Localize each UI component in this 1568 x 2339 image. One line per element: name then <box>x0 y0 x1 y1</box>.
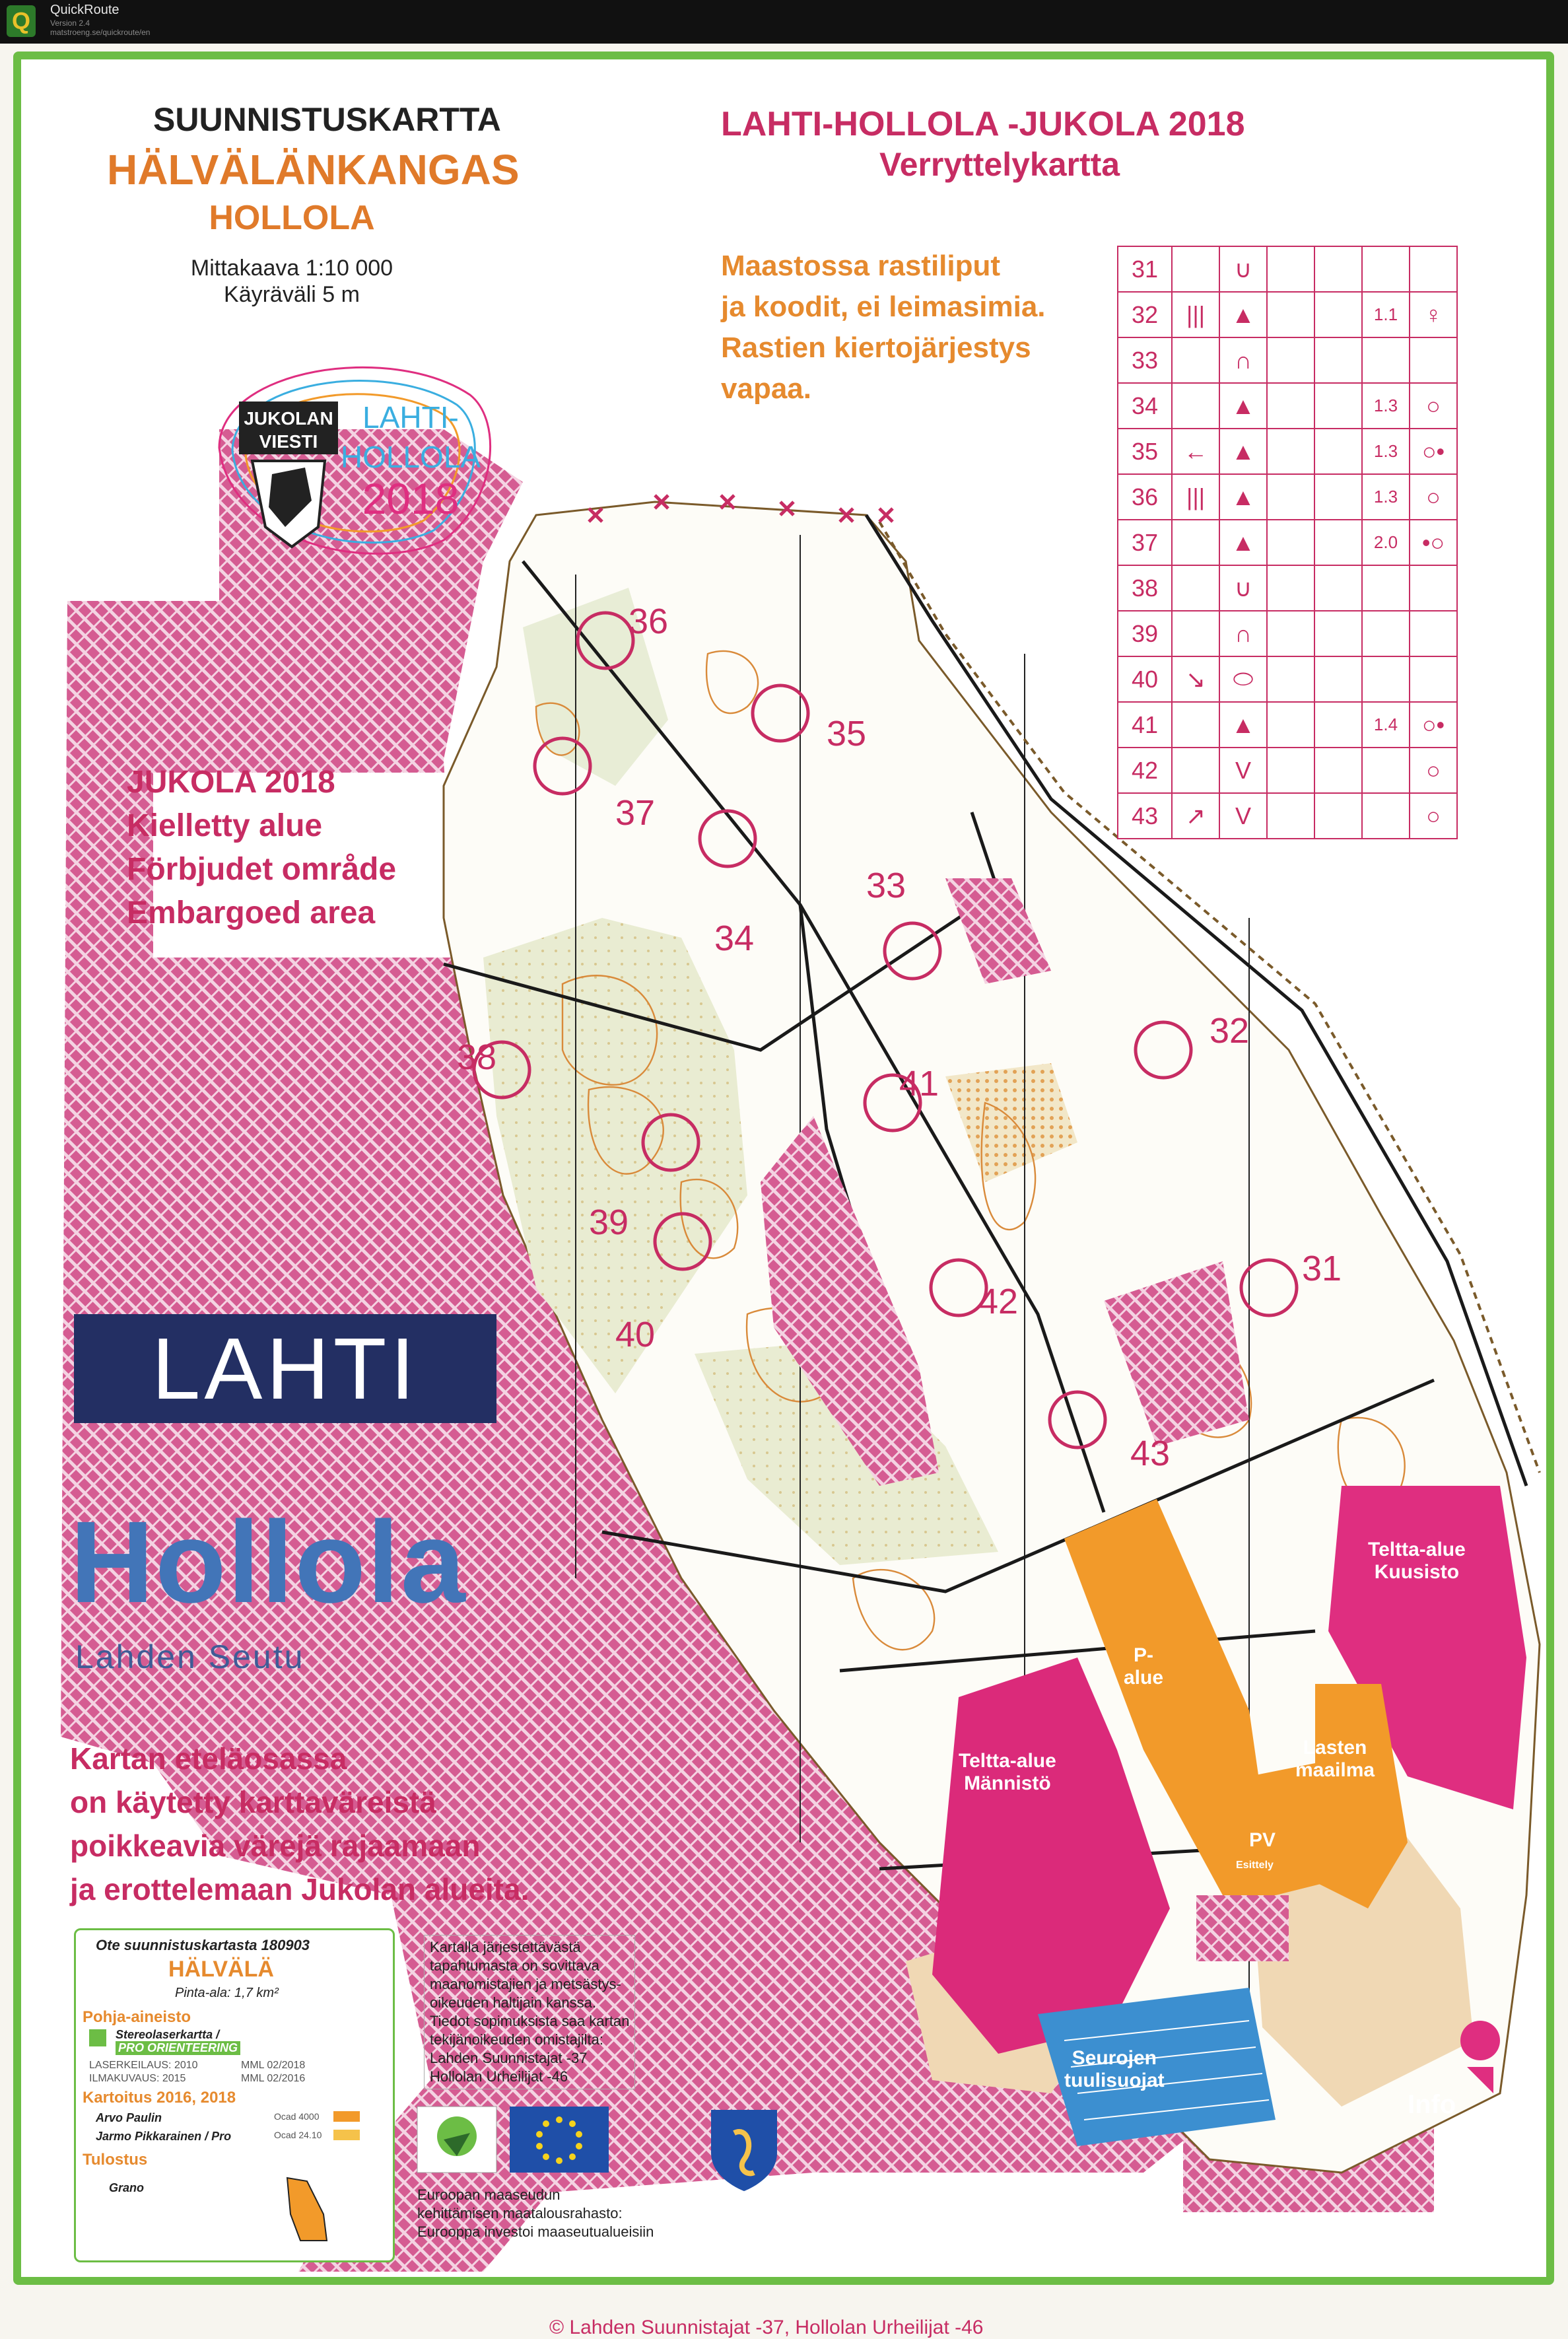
cd-direction <box>1172 611 1219 656</box>
cd-feature: ▲ <box>1219 474 1267 520</box>
cd-empty-1 <box>1267 656 1314 702</box>
cd-size <box>1362 246 1410 292</box>
cd-size <box>1362 793 1410 839</box>
cd-location: ○• <box>1410 429 1457 474</box>
info-stereo-1: Stereolaserkartta / <box>116 2028 220 2041</box>
control-number-35: 35 <box>827 714 867 753</box>
cd-direction <box>1172 337 1219 383</box>
forbidden-patch-4 <box>1196 1895 1289 1961</box>
control-number-42: 42 <box>978 1282 1019 1321</box>
control-description-row <box>1118 656 1457 702</box>
control-description-row <box>1118 383 1457 429</box>
control-number-43: 43 <box>1130 1434 1171 1473</box>
cd-location: ○ <box>1410 474 1457 520</box>
control-description-row <box>1118 611 1457 656</box>
hollola-coat-of-arms-icon <box>708 2107 780 2192</box>
info-title: Ote suunnistuskartasta 180903 <box>96 1937 310 1953</box>
municipality-title: HOLLOLA <box>209 199 375 237</box>
control-description-row <box>1118 520 1457 565</box>
control-number-38: 38 <box>457 1037 497 1077</box>
cd-empty-1 <box>1267 793 1314 839</box>
control-number-39: 39 <box>589 1203 629 1242</box>
cd-empty-2 <box>1314 520 1362 565</box>
copyright-text: © Lahden Suunnistajat -37, Hollolan Urheilijat -46 <box>549 2317 984 2338</box>
cd-feature: V <box>1219 793 1267 839</box>
south-area-note: Kartan eteläosassa on käytetty karttaväreistä poikkeavia värejä rajaamaan ja erottelemaan Jukolan alueita. <box>70 1741 529 1906</box>
cd-empty-1 <box>1267 702 1314 748</box>
eu-flag-icon <box>510 2107 609 2173</box>
cd-location <box>1410 337 1457 383</box>
control-description-row <box>1118 702 1457 748</box>
map-type-title: SUUNNISTUSKARTTA <box>153 101 501 138</box>
cd-feature: ∩ <box>1219 337 1267 383</box>
svg-text:HOLLOLA: HOLLOLA <box>340 440 481 474</box>
cd-feature: ∪ <box>1219 565 1267 611</box>
forbidden-area-label: JUKOLA 2018 Kielletty alue Förbjudet område Embargoed area <box>127 765 397 930</box>
svg-text:Q: Q <box>11 7 31 34</box>
cd-size: 1.4 <box>1362 702 1410 748</box>
cd-empty-2 <box>1314 793 1362 839</box>
cd-size <box>1362 748 1410 793</box>
info-point-icon <box>1460 2021 1500 2060</box>
control-number-40: 40 <box>615 1315 656 1354</box>
cd-empty-1 <box>1267 520 1314 565</box>
cd-empty-1 <box>1267 429 1314 474</box>
info-laser-src: MML 02/2018 <box>241 2060 306 2071</box>
cd-code: 37 <box>1118 520 1172 565</box>
lahti-logo <box>74 1314 496 1423</box>
cd-location <box>1410 611 1457 656</box>
info-kartoitus: Kartoitus 2016, 2018 <box>83 2089 236 2107</box>
cd-feature: ⬭ <box>1219 656 1267 702</box>
info-mapper-2-sw: Ocad 24.10 <box>274 2130 322 2140</box>
cd-direction <box>1172 702 1219 748</box>
info-label: Info <box>1408 2090 1456 2119</box>
cd-size: 2.0 <box>1362 520 1410 565</box>
cd-empty-2 <box>1314 702 1362 748</box>
cd-code: 34 <box>1118 383 1172 429</box>
cd-empty-2 <box>1314 337 1362 383</box>
event-title: LAHTI-HOLLOLA -JUKOLA 2018 <box>721 105 1245 143</box>
app-titlebar <box>0 0 1568 44</box>
quickroute-logo-icon <box>7 5 36 37</box>
control-description-row <box>1118 565 1457 611</box>
cd-size: 1.1 <box>1362 292 1410 337</box>
cd-empty-1 <box>1267 337 1314 383</box>
cd-direction: ← <box>1172 429 1219 474</box>
jukola-logo-icon <box>193 329 510 567</box>
control-number-33: 33 <box>866 866 906 905</box>
map-scale <box>166 255 417 308</box>
cd-empty-2 <box>1314 474 1362 520</box>
cd-empty-2 <box>1314 656 1362 702</box>
cd-code: 41 <box>1118 702 1172 748</box>
cd-empty-2 <box>1314 246 1362 292</box>
cd-direction <box>1172 748 1219 793</box>
svg-text:2018: 2018 <box>362 474 460 523</box>
cd-location: ○ <box>1410 793 1457 839</box>
svg-text:VIESTI: VIESTI <box>259 431 318 452</box>
cd-code: 35 <box>1118 429 1172 474</box>
cd-code: 43 <box>1118 793 1172 839</box>
cd-direction: ||| <box>1172 474 1219 520</box>
cd-size <box>1362 565 1410 611</box>
app-url: matstroeng.se/quickroute/en <box>50 28 151 37</box>
cd-feature: ▲ <box>1219 702 1267 748</box>
control-number-34: 34 <box>714 919 755 958</box>
control-description-row <box>1118 748 1457 793</box>
lasten-maailma-label: Lasten maailma <box>1295 1737 1375 1781</box>
cd-empty-1 <box>1267 292 1314 337</box>
cd-size: 1.3 <box>1362 429 1410 474</box>
lahden-seutu-text: Lahden Seutu <box>75 1638 305 1675</box>
svg-text:LAHTI-: LAHTI- <box>362 400 459 435</box>
eu-funding-text: Euroopan maaseudun kehittämisen maatalousrahasto: Eurooppa investoi maaseutualueisiin <box>417 2186 654 2240</box>
cd-direction: ↗ <box>1172 793 1219 839</box>
info-mapper-1-sw: Ocad 4000 <box>274 2111 320 2122</box>
cd-empty-1 <box>1267 474 1314 520</box>
p-alue-label: P- alue <box>1124 1644 1164 1689</box>
cd-empty-1 <box>1267 611 1314 656</box>
cd-direction <box>1172 246 1219 292</box>
control-number-37: 37 <box>615 793 656 833</box>
control-description-table <box>1117 246 1458 839</box>
info-tulostus: Tulostus <box>83 2151 148 2169</box>
info-stereo-2: PRO ORIENTEERING <box>116 2041 240 2055</box>
hollola-logo: Hollola <box>70 1498 467 1627</box>
control-description-row <box>1118 474 1457 520</box>
teltta-kuusisto-label: Teltta-alue Kuusisto <box>1368 1539 1466 1583</box>
cd-size <box>1362 337 1410 383</box>
cd-direction <box>1172 565 1219 611</box>
cd-size: 1.3 <box>1362 383 1410 429</box>
map-outline-icon <box>274 2175 333 2247</box>
info-pohja-heading: Pohja-aineisto <box>83 2008 191 2026</box>
cd-location <box>1410 656 1457 702</box>
cd-empty-1 <box>1267 383 1314 429</box>
app-title: QuickRoute <box>50 3 119 17</box>
area-name-title: HÄLVÄLÄNKANGAS <box>107 146 520 193</box>
cd-location: ○ <box>1410 748 1457 793</box>
cd-location: ○ <box>1410 383 1457 429</box>
cd-code: 32 <box>1118 292 1172 337</box>
cd-empty-2 <box>1314 292 1362 337</box>
cd-feature: ∪ <box>1219 246 1267 292</box>
cd-direction: ↘ <box>1172 656 1219 702</box>
orienteering-map-sheet[interactable] <box>13 52 1554 2338</box>
svg-text:JUKOLAN: JUKOLAN <box>244 408 333 429</box>
cd-direction: ||| <box>1172 292 1219 337</box>
app-version: Version 2.4 <box>50 18 90 28</box>
event-note: Maastossa rastiliput ja koodit, ei leimasimia. Rastien kiertojärjestys vapaa. <box>721 250 1046 405</box>
info-area: Pinta-ala: 1,7 km² <box>175 1986 279 2000</box>
cd-code: 36 <box>1118 474 1172 520</box>
cd-code: 33 <box>1118 337 1172 383</box>
lahti-logo-text: LAHTI <box>151 1320 419 1417</box>
info-mapper-1: Arvo Paulin <box>96 2111 162 2124</box>
cd-size <box>1362 611 1410 656</box>
cd-location: •○ <box>1410 520 1457 565</box>
info-mapper-2: Jarmo Pikkarainen / Pro <box>96 2130 232 2143</box>
permission-note: Kartalla järjestettävästä tapahtumasta on sovittava maanomistajien ja metsästys- oikeuden haltijain kanssa. Tiedot sopimuksista saa kartan tekijänoikeuden omistajilta: Lahden Suunnistajat -37 Hollolan Urheilijat -46 <box>424 1935 635 2089</box>
map-info-box <box>74 1928 395 2262</box>
info-ilma: ILMAKUVAUS: 2015 <box>89 2073 186 2084</box>
control-description-row <box>1118 337 1457 383</box>
cd-empty-2 <box>1314 429 1362 474</box>
cd-location <box>1410 565 1457 611</box>
control-description-row <box>1118 292 1457 337</box>
cd-empty-2 <box>1314 565 1362 611</box>
teltta-mannisto-label: Teltta-alue Männistö <box>959 1750 1056 1794</box>
info-ilma-src: MML 02/2016 <box>241 2073 306 2084</box>
cd-empty-1 <box>1267 748 1314 793</box>
cd-empty-2 <box>1314 383 1362 429</box>
mapper-2-color-icon <box>333 2130 360 2140</box>
cd-code: 40 <box>1118 656 1172 702</box>
control-description-row <box>1118 793 1457 839</box>
control-description-row <box>1118 246 1457 292</box>
cd-code: 31 <box>1118 246 1172 292</box>
info-printer: Grano <box>109 2181 145 2194</box>
cd-feature: ▲ <box>1219 520 1267 565</box>
control-number-36: 36 <box>629 602 669 641</box>
cd-size <box>1362 656 1410 702</box>
cd-feature: ∩ <box>1219 611 1267 656</box>
mapper-1-color-icon <box>333 2111 360 2122</box>
cd-feature: ▲ <box>1219 292 1267 337</box>
cd-location: ♀ <box>1410 292 1457 337</box>
info-map-name: HÄLVÄLÄ <box>168 1957 274 1982</box>
cd-direction <box>1172 520 1219 565</box>
event-subtitle: Verryttelykartta <box>879 146 1120 183</box>
cd-feature: V <box>1219 748 1267 793</box>
contour-text: Käyräväli 5 m <box>224 282 360 307</box>
cd-empty-2 <box>1314 611 1362 656</box>
control-number-41: 41 <box>899 1064 939 1103</box>
control-description-row <box>1118 429 1457 474</box>
seurojen-label: Seurojen tuulisuojat <box>1064 2047 1165 2091</box>
cd-empty-1 <box>1267 565 1314 611</box>
control-number-31: 31 <box>1302 1249 1342 1288</box>
esittely-label: Esittely <box>1236 1860 1274 1871</box>
pv-label: PV <box>1249 1829 1276 1851</box>
info-laser: LASERKEILAUS: 2010 <box>89 2060 198 2071</box>
cd-feature: ▲ <box>1219 383 1267 429</box>
cd-size: 1.3 <box>1362 474 1410 520</box>
cd-location <box>1410 246 1457 292</box>
cd-location: ○• <box>1410 702 1457 748</box>
stereo-logo-icon <box>89 2029 106 2046</box>
cd-feature: ▲ <box>1219 429 1267 474</box>
leader-logo-icon <box>417 2107 496 2173</box>
control-number-32: 32 <box>1210 1011 1250 1051</box>
scale-text: Mittakaava 1:10 000 <box>190 256 393 281</box>
cd-code: 38 <box>1118 565 1172 611</box>
cd-empty-1 <box>1267 246 1314 292</box>
cd-code: 42 <box>1118 748 1172 793</box>
cd-empty-2 <box>1314 748 1362 793</box>
cd-direction <box>1172 383 1219 429</box>
cd-code: 39 <box>1118 611 1172 656</box>
